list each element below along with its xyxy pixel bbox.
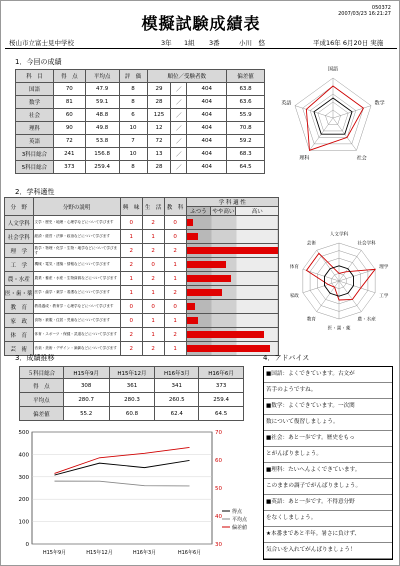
result-rank: 72 — [147, 135, 171, 148]
legend-label: 偏差値 — [232, 525, 248, 531]
aptitude-description: 食物・被服・住居・児童などについて学びます — [33, 314, 120, 328]
aptitude-subject: 0 — [164, 300, 186, 314]
section-title-advice: 4．アドバイス — [263, 354, 310, 362]
aptitude-field: 芸 術 — [5, 342, 34, 356]
result-separator: ／ — [171, 161, 187, 174]
aptitude-life: 1 — [142, 230, 164, 244]
aptitude-subject: 0 — [164, 216, 186, 230]
aptitude-interest: 0 — [120, 314, 142, 328]
radar-axis-label: 数学 — [374, 100, 385, 107]
result-average: 53.8 — [85, 135, 119, 148]
trend-label: 得 点 — [20, 379, 64, 393]
result-subject: 5科目総合 — [16, 161, 54, 174]
col-header-description: 分野の説明 — [33, 198, 120, 216]
trend-value: 55.2 — [63, 407, 109, 421]
trend-label: 平均点 — [20, 393, 64, 407]
trend-value: 361 — [109, 379, 155, 393]
aptitude-life: 1 — [142, 286, 164, 300]
aptitude-row — [5, 314, 279, 328]
page-title: 模擬試験成績表 — [141, 14, 261, 33]
aptitude-level-cell — [186, 314, 278, 328]
x-tick-label: H15年9月 — [42, 550, 67, 556]
trend-header-row — [20, 367, 244, 379]
aptitude-level-cell — [186, 244, 278, 258]
grade: 3年 — [161, 39, 172, 47]
col-header-subject: 科 目 — [16, 70, 54, 83]
right-tick-label: 30 — [215, 542, 222, 548]
result-deviation: 68.3 — [227, 148, 265, 161]
level-header-medium: やや高い — [211, 207, 236, 216]
result-separator: ／ — [171, 109, 187, 122]
trend-value: 341 — [155, 379, 199, 393]
aptitude-subject: 0 — [164, 230, 186, 244]
document-number: 050372 — [371, 5, 391, 11]
advice-line: ■理科：たいへんよくできています。 — [264, 463, 392, 479]
trend-value: 280.7 — [63, 393, 109, 407]
aptitude-level-bar — [187, 275, 232, 282]
results-body — [16, 83, 265, 174]
result-average: 47.9 — [85, 83, 119, 96]
result-total-examinees: 404 — [187, 122, 227, 135]
result-total-examinees: 404 — [187, 161, 227, 174]
advice-line: ■英語：あと一歩です。不得意分野 — [264, 495, 392, 511]
aptitude-field: 理 学 — [5, 244, 34, 258]
left-tick-label: 300 — [18, 474, 29, 481]
print-timestamp: 2007/03/23 16:21:27 — [338, 11, 391, 17]
result-evaluation: 8 — [119, 96, 147, 109]
radar-axis-label: 芸術 — [306, 241, 316, 247]
result-subject: 3科目総合 — [16, 148, 54, 161]
result-score: 373 — [53, 161, 85, 174]
section-title-results: 1．今回の成績 — [15, 58, 62, 66]
radar-axis-label: 家政 — [289, 294, 299, 300]
results-header-row — [16, 70, 265, 83]
result-deviation: 55.9 — [227, 109, 265, 122]
result-score: 81 — [53, 96, 85, 109]
trend-row — [20, 379, 244, 393]
result-deviation: 70.8 — [227, 122, 265, 135]
advice-box — [263, 366, 393, 560]
aptitude-row — [5, 286, 279, 300]
result-total-examinees: 404 — [187, 109, 227, 122]
results-row — [16, 122, 265, 135]
aptitude-description: 数学・物理・化学・生物・地学などについて学びます — [33, 244, 120, 258]
aptitude-level-cell — [186, 328, 278, 342]
section-title-aptitude: 2．学科適性 — [15, 188, 55, 196]
radar-axis-label: 国語 — [327, 66, 339, 73]
trend-table — [19, 366, 244, 421]
result-average: 49.8 — [85, 122, 119, 135]
aptitude-interest: 0 — [120, 216, 142, 230]
radar-axis-label: 社会学科 — [357, 241, 376, 247]
aptitude-field: 教 育 — [5, 300, 34, 314]
radar-axis-label: 医・歯・薬 — [327, 326, 351, 332]
x-tick-label: H15年12月 — [86, 550, 113, 556]
left-tick-label: 100 — [18, 519, 29, 526]
aptitude-row — [5, 328, 279, 342]
aptitude-level-cell — [186, 272, 278, 286]
col-header-aptitude-group: 学 科 適 性 — [186, 198, 278, 207]
result-average: 259.4 — [85, 161, 119, 174]
student-name: 小川 悠 — [239, 39, 265, 47]
aptitude-description: 農業・畜産・水産・生物資源などについて学びます — [33, 272, 120, 286]
result-separator: ／ — [171, 122, 187, 135]
aptitude-subject: 2 — [164, 328, 186, 342]
aptitude-subject: 1 — [164, 342, 186, 356]
result-score: 72 — [53, 135, 85, 148]
radar-spoke — [339, 281, 361, 312]
result-subject: 数学 — [16, 96, 54, 109]
radar-axis-label: 理学 — [379, 265, 389, 271]
aptitude-row — [5, 230, 279, 244]
result-evaluation: 8 — [119, 83, 147, 96]
aptitude-field: 家 政 — [5, 314, 34, 328]
result-total-examinees: 404 — [187, 96, 227, 109]
aptitude-subject: 2 — [164, 286, 186, 300]
aptitude-interest: 2 — [120, 342, 142, 356]
aptitude-row — [5, 216, 279, 230]
aptitude-life: 2 — [142, 342, 164, 356]
aptitude-radar-chart — [281, 226, 397, 332]
aptitude-level-cell — [186, 258, 278, 272]
result-evaluation: 10 — [119, 148, 147, 161]
results-row — [16, 161, 265, 174]
result-score: 60 — [53, 109, 85, 122]
left-tick-label: 0 — [25, 542, 29, 548]
col-header-life: 生 活 — [142, 198, 164, 216]
trend-value: 308 — [63, 379, 109, 393]
radar-spoke — [339, 250, 361, 281]
aptitude-description: 経済・経営・法律・政治などについて学びます — [33, 230, 120, 244]
aptitude-row — [5, 258, 279, 272]
trend-label: 偏差値 — [20, 407, 64, 421]
aptitude-interest: 1 — [120, 230, 142, 244]
trend-value: 259.4 — [199, 393, 244, 407]
aptitude-level-bar — [187, 261, 226, 268]
aptitude-body — [5, 216, 279, 356]
result-deviation: 63.6 — [227, 96, 265, 109]
radar-axis-label: 教育 — [306, 317, 316, 323]
radar-axis-label: 人文学科 — [329, 232, 349, 238]
result-deviation: 64.5 — [227, 161, 265, 174]
radar-axis-label: 理科 — [299, 155, 310, 162]
aptitude-field: 医・歯・薬 — [5, 286, 34, 300]
aptitude-level-bar — [187, 219, 194, 226]
result-rank: 28 — [147, 96, 171, 109]
student-number: 3番 — [209, 39, 220, 47]
result-rank: 29 — [147, 83, 171, 96]
aptitude-life: 2 — [142, 272, 164, 286]
aptitude-row — [5, 272, 279, 286]
right-tick-label: 50 — [215, 486, 222, 492]
aptitude-interest: 2 — [120, 258, 142, 272]
col-header-score: 得 点 — [53, 70, 85, 83]
result-subject: 社会 — [16, 109, 54, 122]
exam-date: 平成16年 6月20日 実施 — [313, 39, 384, 47]
trend-value: 373 — [199, 379, 244, 393]
result-rank: 12 — [147, 122, 171, 135]
aptitude-level-bar — [187, 317, 198, 324]
trend-value: 260.5 — [155, 393, 199, 407]
result-deviation: 63.8 — [227, 83, 265, 96]
subject-radar-chart — [273, 61, 395, 173]
aptitude-field: 農・水産 — [5, 272, 34, 286]
trend-value: 64.5 — [199, 407, 244, 421]
result-total-examinees: 404 — [187, 83, 227, 96]
score-trend-chart — [4, 426, 254, 563]
col-header-evaluation: 評 価 — [119, 70, 147, 83]
left-tick-label: 400 — [18, 452, 29, 459]
result-separator: ／ — [171, 135, 187, 148]
aptitude-level-bar — [187, 303, 195, 310]
result-subject: 国語 — [16, 83, 54, 96]
aptitude-description: 医学・歯学・薬学・看護などについて学びます — [33, 286, 120, 300]
aptitude-interest: 1 — [120, 286, 142, 300]
result-total-examinees: 404 — [187, 148, 227, 161]
right-tick-label: 60 — [215, 458, 222, 464]
legend-label: 平均点 — [232, 517, 248, 523]
left-tick-label: 500 — [18, 430, 29, 436]
aptitude-life: 0 — [142, 300, 164, 314]
result-evaluation: 7 — [119, 135, 147, 148]
legend-label: 得点 — [232, 509, 243, 515]
results-row — [16, 148, 265, 161]
radar-spoke — [317, 281, 339, 312]
aptitude-level-bar — [187, 233, 198, 240]
trend-header-h15-9: H15年9月 — [63, 367, 109, 379]
trend-header-h16-6: H16年6月 — [199, 367, 244, 379]
advice-line: このままの調子でがんばりましょう。 — [264, 479, 392, 495]
aptitude-interest: 2 — [120, 328, 142, 342]
radar-spoke — [339, 281, 375, 293]
header-divider — [5, 48, 397, 49]
col-header-deviation: 偏差値 — [227, 70, 265, 83]
aptitude-level-cell — [186, 230, 278, 244]
col-header-average: 平均点 — [85, 70, 119, 83]
trend-value: 280.3 — [109, 393, 155, 407]
trend-header-h15-12: H15年12月 — [109, 367, 155, 379]
result-total-examinees: 404 — [187, 135, 227, 148]
trend-header-h16-3: H16年3月 — [155, 367, 199, 379]
x-tick-label: H16年6月 — [177, 550, 202, 556]
advice-line: 苦手のようですね。 — [264, 383, 392, 399]
result-separator: ／ — [171, 96, 187, 109]
advice-line: 数について復習しましょう。 — [264, 415, 392, 431]
radar-axis-label: 社会 — [356, 155, 367, 162]
plot-area — [32, 432, 212, 544]
aptitude-field: 人文学科 — [5, 216, 34, 230]
aptitude-description: 機械・電気・建築・情報などについて学びます — [33, 258, 120, 272]
col-header-field: 分 野 — [5, 198, 34, 216]
advice-line: とがんばりましょう。 — [264, 447, 392, 463]
advice-line: ■社会：あと一歩です。歴史をもっ — [264, 431, 392, 447]
aptitude-life: 1 — [142, 314, 164, 328]
results-row — [16, 135, 265, 148]
result-evaluation: 6 — [119, 109, 147, 122]
result-subject: 英語 — [16, 135, 54, 148]
x-tick-label: H16年3月 — [132, 550, 157, 556]
aptitude-subject: 2 — [164, 244, 186, 258]
aptitude-interest: 2 — [120, 244, 142, 258]
advice-line: をなくしましょう。 — [264, 511, 392, 527]
radar-axis-label: 体育 — [289, 265, 299, 271]
result-score: 90 — [53, 122, 85, 135]
aptitude-description: 音楽・美術・デザイン・演劇などについて学びます — [33, 342, 120, 356]
result-score: 241 — [53, 148, 85, 161]
result-average: 48.8 — [85, 109, 119, 122]
aptitude-interest: 1 — [120, 272, 142, 286]
aptitude-subject: 1 — [164, 258, 186, 272]
result-separator: ／ — [171, 83, 187, 96]
aptitude-subject: 1 — [164, 272, 186, 286]
radar-axis-label: 農・水産 — [357, 317, 376, 323]
result-rank: 13 — [147, 148, 171, 161]
right-tick-label: 40 — [215, 514, 222, 520]
aptitude-description: 教員養成・教育学・心理学などについて学びます — [33, 300, 120, 314]
aptitude-row — [5, 300, 279, 314]
radar-axis-label: 工学 — [379, 294, 389, 300]
section-title-trend: 3．成績推移 — [15, 354, 55, 362]
result-subject: 理科 — [16, 122, 54, 135]
result-average: 59.1 — [85, 96, 119, 109]
advice-line: ■数学：よくできています。一次関 — [264, 399, 392, 415]
aptitude-level-bar — [187, 247, 278, 254]
school-name: 桜山市立富士見中学校 — [9, 39, 74, 47]
aptitude-field: 社会学科 — [5, 230, 34, 244]
result-average: 156.8 — [85, 148, 119, 161]
aptitude-life: 1 — [142, 328, 164, 342]
radar-spoke — [303, 269, 339, 281]
aptitude-subject: 1 — [164, 314, 186, 328]
aptitude-level-cell — [186, 286, 278, 300]
results-row — [16, 96, 265, 109]
level-header-normal: ふつう — [186, 207, 211, 216]
advice-line: ■国語：よくできています。古文が — [264, 367, 392, 383]
aptitude-description: 文学・歴史・地理・心理学などについて学びます — [33, 216, 120, 230]
trend-header-label: ５科目総合 — [20, 367, 64, 379]
aptitude-level-bar — [187, 289, 222, 296]
aptitude-life: 0 — [142, 258, 164, 272]
aptitude-field: 工 学 — [5, 258, 34, 272]
aptitude-life: 2 — [142, 216, 164, 230]
result-score: 70 — [53, 83, 85, 96]
aptitude-life: 2 — [142, 244, 164, 258]
class-name: 1組 — [184, 39, 195, 47]
right-tick-label: 70 — [215, 430, 222, 436]
results-table — [15, 69, 265, 174]
aptitude-interest: 0 — [120, 300, 142, 314]
aptitude-level-cell — [186, 216, 278, 230]
trend-body — [20, 379, 244, 421]
trend-row — [20, 393, 244, 407]
advice-line: 気合いを入れてがんばりましょう！ — [264, 543, 392, 559]
results-row — [16, 83, 265, 96]
result-rank: 125 — [147, 109, 171, 122]
aptitude-row — [5, 244, 279, 258]
left-tick-label: 200 — [18, 497, 29, 504]
radar-axis-label: 英語 — [281, 100, 292, 107]
aptitude-description: 体育・スポーツ・保健・武道などについて学びます — [33, 328, 120, 342]
trend-value: 60.8 — [109, 407, 155, 421]
level-header-high: 高い — [236, 207, 279, 216]
col-header-rank: 順位／受験者数 — [147, 70, 227, 83]
result-evaluation: 10 — [119, 122, 147, 135]
trend-value: 62.4 — [155, 407, 199, 421]
result-evaluation: 8 — [119, 161, 147, 174]
aptitude-level-bar — [187, 331, 264, 338]
col-header-subject: 教 科 — [164, 198, 186, 216]
aptitude-field: 体 育 — [5, 328, 34, 342]
advice-line: ★本番まであと半年。暑さに負けず、 — [264, 527, 392, 543]
aptitude-level-bar — [187, 345, 271, 352]
result-separator: ／ — [171, 148, 187, 161]
result-deviation: 59.2 — [227, 135, 265, 148]
col-header-interest: 興 味 — [120, 198, 142, 216]
trend-row — [20, 407, 244, 421]
result-rank: 28 — [147, 161, 171, 174]
aptitude-header-row-1 — [5, 198, 279, 207]
aptitude-table — [4, 197, 279, 356]
radar-series — [306, 253, 375, 300]
results-row — [16, 109, 265, 122]
aptitude-level-cell — [186, 300, 278, 314]
